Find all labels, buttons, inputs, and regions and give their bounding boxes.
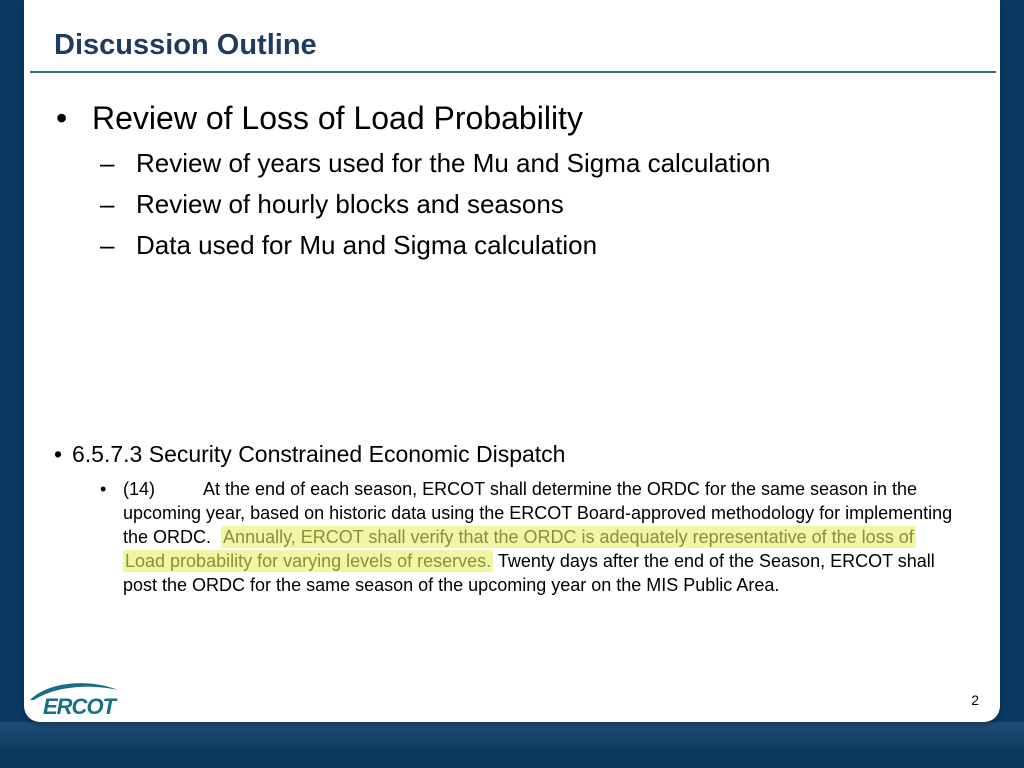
logo-text: ERCOT: [43, 694, 115, 719]
dash-icon: –: [100, 189, 115, 219]
dash-icon: –: [100, 230, 115, 260]
page-number: 2: [971, 692, 979, 708]
slide: [24, 0, 1000, 722]
protocol-heading-text: 6.5.7.3 Security Constrained Economic Dispatch: [72, 441, 566, 467]
bullet-icon: •: [56, 100, 68, 136]
main-bullet-text: Review of Loss of Load Probability: [92, 100, 583, 136]
sub-bullet-text: Review of hourly blocks and seasons: [136, 189, 564, 219]
ercot-logo: [28, 678, 120, 718]
slide-frame-footer: [0, 722, 1024, 768]
sub-bullet-text: Review of years used for the Mu and Sigma calculation: [136, 148, 771, 178]
sub-bullet-text: Data used for Mu and Sigma calculation: [136, 230, 598, 260]
protocol-paragraph: [123, 477, 953, 597]
item-number: (14): [123, 479, 156, 499]
slide-title: Discussion Outline: [54, 29, 317, 61]
highlighted-text: Annually, ERCOT shall verify that the ORDC is adequately representative of the loss of Load probability for varying levels of reserves.: [125, 527, 914, 571]
protocol-text-before: At the end of each season, ERCOT shall determine the ORDC for the same season in the upcoming year, based on historic data using the ERCOT Board-approved methodology for implementing the ORDC.: [123, 479, 953, 547]
title-divider: [30, 71, 996, 73]
protocol-text-after: Twenty days after the end of the Season, ERCOT shall post the ORDC for the same season of the upcoming year on the MIS Public Area.: [123, 551, 935, 595]
bullet-icon: •: [54, 441, 63, 467]
dash-icon: –: [100, 148, 115, 178]
bullet-icon: •: [100, 479, 107, 499]
